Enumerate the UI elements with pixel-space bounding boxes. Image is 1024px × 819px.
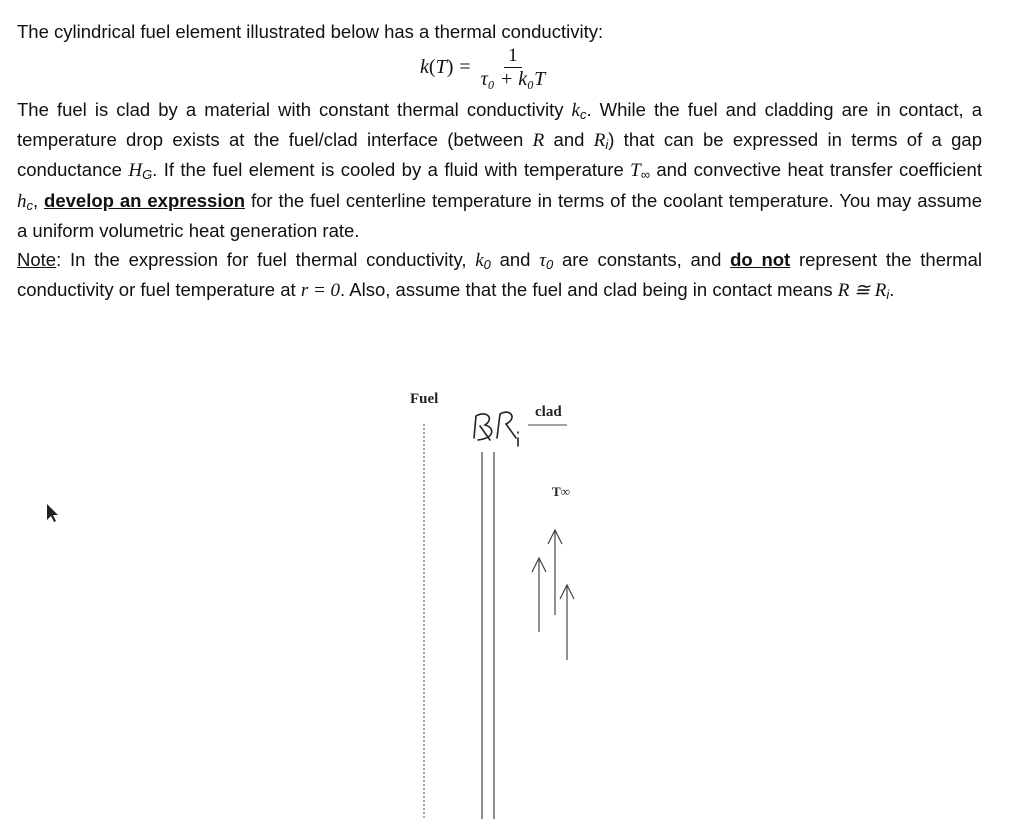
problem-paragraph: The fuel is clad by a material with constant thermal conductivity $k_c$. While the fuel and cladding are in contact, a temperature drop exists at the fuel/clad interface (between R and $R_i$) that can be expressed in terms of a gap conductance $H_G$. If the fuel element is cooled by a fluid with temperature $T_\infty$ and convective heat transfer coefficient $h_c$, develop an expression for the fuel centerline temperature in terms of the coolant temperature. You may assume a uniform volumetric heat generation rate. [17,99,982,241]
develop-expression-emphasis: develop an expression [44,189,246,211]
conductivity-formula: k(T) = $\frac{1}{\text{τ₀ + k₀T}}$ [420,42,549,92]
intro-text: The cylindrical fuel element illustrated below has a thermal conductivity: [17,21,604,42]
handwritten-r-ri [474,412,518,446]
formula-fraction [477,45,550,90]
mouse-cursor-icon [47,504,58,522]
note-label: Note [17,249,57,270]
t-infinity-label: T∞ [552,484,570,499]
formula-numerator: 1 [504,45,522,68]
coolant-flow-arrows [532,530,574,660]
do-not-emphasis: do not [730,249,791,270]
formula-denominator: τ₀ + k₀T [480,67,546,90]
note-paragraph: Note: In the expression for fuel thermal conductivity, $k_0$ and $\tau_0$ are constants, and do not represent the thermal conductivity or fuel temperature at r = 0. Also, assume that the fuel and clad being in contact means R ≅ $R_i$. [17,249,982,303]
fuel-element-diagram [0,380,1024,819]
fuel-label: Fuel [410,391,439,407]
clad-label: clad [535,404,562,420]
